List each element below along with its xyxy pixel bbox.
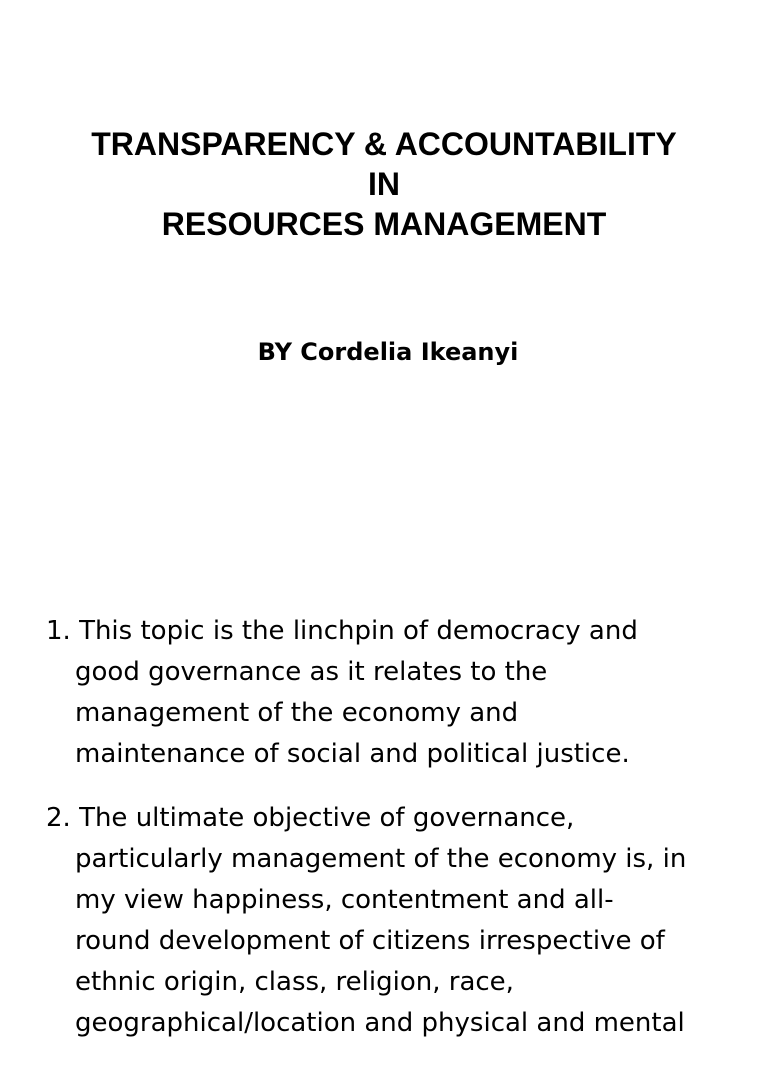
numbered-points xyxy=(46,611,736,1067)
slide-title xyxy=(0,124,768,244)
point-2-line-1: 2. The ultimate objective of governance, xyxy=(46,803,575,833)
point-2-line-6: geographical/location and physical and mental xyxy=(75,1008,685,1038)
point-1 xyxy=(46,611,736,775)
point-2-line-3: my view happiness, contentment and all- xyxy=(75,885,614,915)
point-2-line-4: round development of citizens irrespective of xyxy=(75,926,665,956)
title-line-2: IN xyxy=(368,166,400,202)
point-1-line-1: 1. This topic is the linchpin of democracy and xyxy=(46,616,638,646)
point-2 xyxy=(46,798,736,1044)
point-1-line-4: maintenance of social and political justice. xyxy=(75,739,630,769)
point-2-line-2: particularly management of the economy is, in xyxy=(75,844,687,874)
title-line-3: RESOURCES MANAGEMENT xyxy=(161,206,607,242)
author-byline: BY Cordelia Ikeanyi xyxy=(257,338,519,366)
point-2-line-5: ethnic origin, class, religion, race, xyxy=(75,967,514,997)
title-line-1: TRANSPARENCY & ACCOUNTABILITY xyxy=(91,126,677,162)
point-1-line-2: good governance as it relates to the xyxy=(75,657,548,687)
point-1-line-3: management of the economy and xyxy=(75,698,519,728)
